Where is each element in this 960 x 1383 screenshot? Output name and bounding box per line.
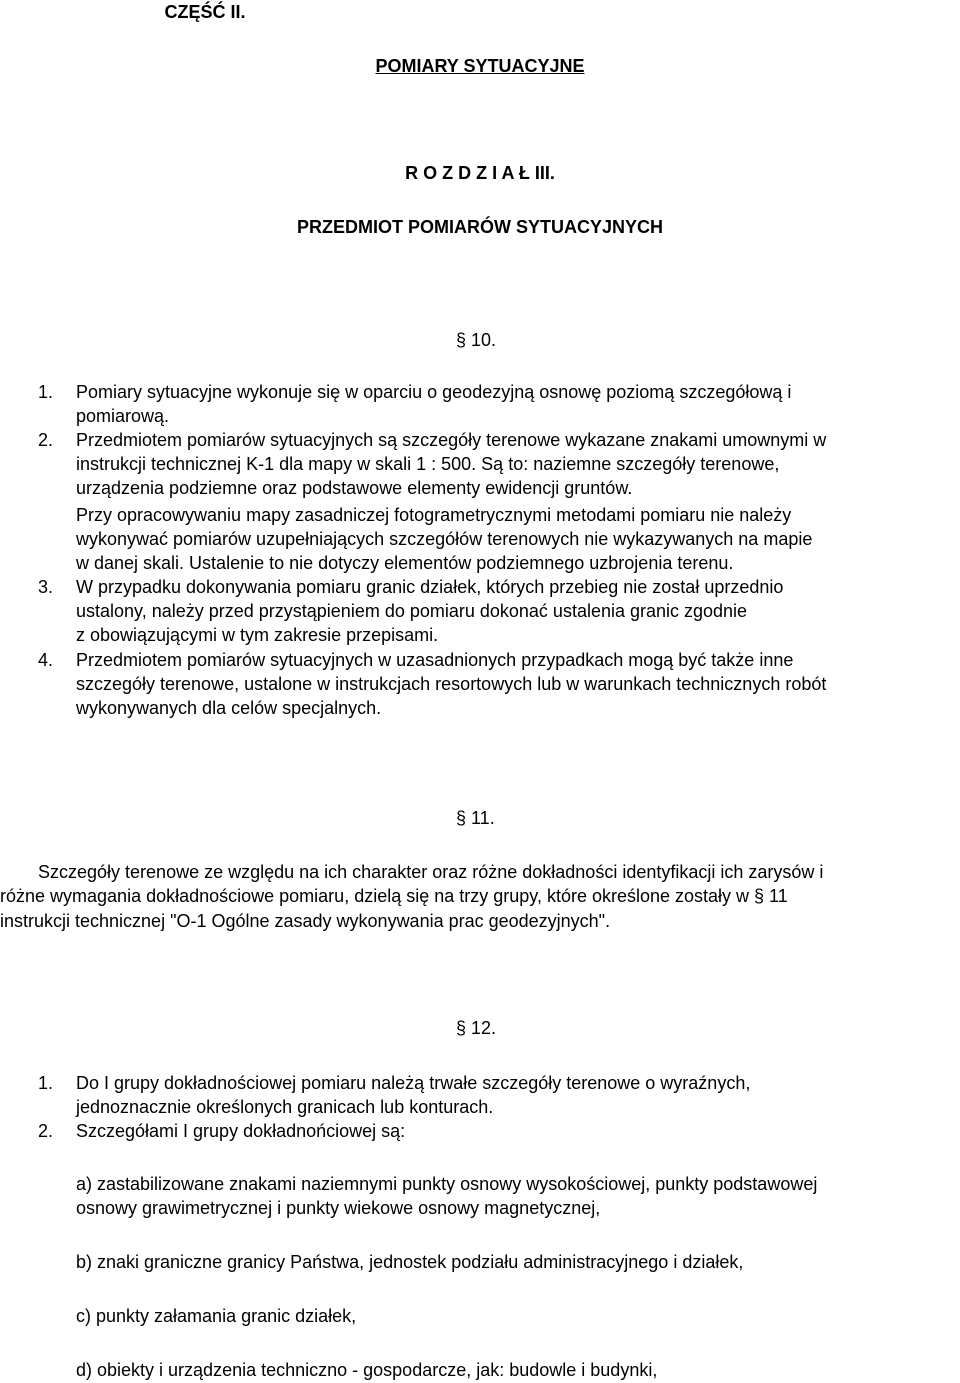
s10-item-2-line: instrukcji technicznej K-1 dla mapy w skali 1 : 500. Są to: naziemne szczegóły terenowe,: [76, 454, 780, 474]
s10-item-2-num: 2.: [38, 430, 54, 450]
section-11-heading: § 11.: [456, 808, 495, 828]
s10-item-2-line: Przedmiotem pomiarów sytuacyjnych są szczegóły terenowe wykazane znakami umownymi w: [76, 430, 827, 450]
s12-sub-a-line: a) zastabilizowane znakami naziemnymi punkty osnowy wysokościowej, punkty podstawowej: [76, 1174, 818, 1194]
chapter-heading: R O Z D Z I A Ł III.: [405, 163, 555, 183]
section-10-heading: § 10.: [456, 330, 497, 350]
s10-item-4-line: wykonywanych dla celów specjalnych.: [76, 698, 382, 718]
s10-item-3-line: W przypadku dokonywania pomiaru granic działek, których przebieg nie został uprzednio: [76, 577, 784, 597]
s12-item-2-line: Szczegółami I grupy dokładnońciowej są:: [76, 1121, 406, 1141]
s12-sub-d-line: d) obiekty i urządzenia techniczno - gospodarcze, jak: budowle i budynki,: [76, 1360, 658, 1380]
s10-item-1-line: pomiarową.: [76, 406, 170, 426]
s10-item-3-line: z obowiązującymi w tym zakresie przepisami.: [76, 625, 439, 645]
s10-item-4-line: szczegóły terenowe, ustalone w instrukcjach resortowych lub w warunkach technicznych robót: [76, 674, 827, 694]
s12-item-1-num: 1.: [38, 1073, 54, 1093]
s10-item-4-num: 4.: [38, 650, 54, 670]
section-12-heading: § 12.: [456, 1018, 497, 1038]
s12-sub-c-line: c) punkty załamania granic działek,: [76, 1306, 357, 1326]
s12-item-2-num: 2.: [38, 1121, 54, 1141]
s11-paragraph-line: różne wymagania dokładnościowe pomiaru, dzielą się na trzy grupy, które określone zostały w § 11: [0, 886, 788, 906]
s10-item-2-line: urządzenia podziemne oraz podstawowe elementy ewidencji gruntów.: [76, 478, 633, 498]
s11-paragraph-line: Szczegóły terenowe ze względu na ich charakter oraz różne dokładności identyfikacji ich zarysów i: [38, 862, 824, 882]
s10-item-1-line: Pomiary sytuacyjne wykonuje się w oparciu o geodezyjną osnowę poziomą szczegółową i: [76, 382, 792, 402]
s10-item-3-num: 3.: [38, 577, 54, 597]
s10-item-2-line: Przy opracowywaniu mapy zasadniczej fotogrametrycznymi metodami pomiaru nie należy: [76, 505, 792, 525]
s11-paragraph-line: instrukcji technicznej "O-1 Ogólne zasady wykonywania prac geodezyjnych".: [0, 911, 611, 931]
part-title: POMIARY SYTUACYJNE: [375, 56, 585, 76]
s10-item-4-line: Przedmiotem pomiarów sytuacyjnych w uzasadnionych przypadkach mogą być także inne: [76, 650, 794, 670]
part-heading: CZĘŚĆ II.: [164, 2, 246, 22]
s12-sub-a-line: osnowy grawimetrycznej i punkty wiekowe osnowy magnetycznej,: [76, 1198, 601, 1218]
s12-item-1-line: jednoznacznie określonych granicach lub konturach.: [76, 1097, 494, 1117]
chapter-title: PRZEDMIOT POMIARÓW SYTUACYJNYCH: [296, 217, 663, 237]
s10-item-1-num: 1.: [38, 382, 54, 402]
s10-item-2-line: wykonywać pomiarów uzupełniających szczegółów terenowych nie wykazywanych na mapie: [76, 529, 813, 549]
s12-item-1-line: Do I grupy dokładnościowej pomiaru należą trwałe szczegóły terenowe o wyraźnych,: [76, 1073, 751, 1093]
s12-sub-b-line: b) znaki graniczne granicy Państwa, jednostek podziału administracyjnego i działek,: [76, 1252, 744, 1272]
s10-item-3-line: ustalony, należy przed przystąpieniem do pomiaru dokonać ustalenia granic zgodnie: [76, 601, 748, 621]
s10-item-2-line: w danej skali. Ustalenie to nie dotyczy elementów podziemnego uzbrojenia terenu.: [76, 553, 734, 573]
